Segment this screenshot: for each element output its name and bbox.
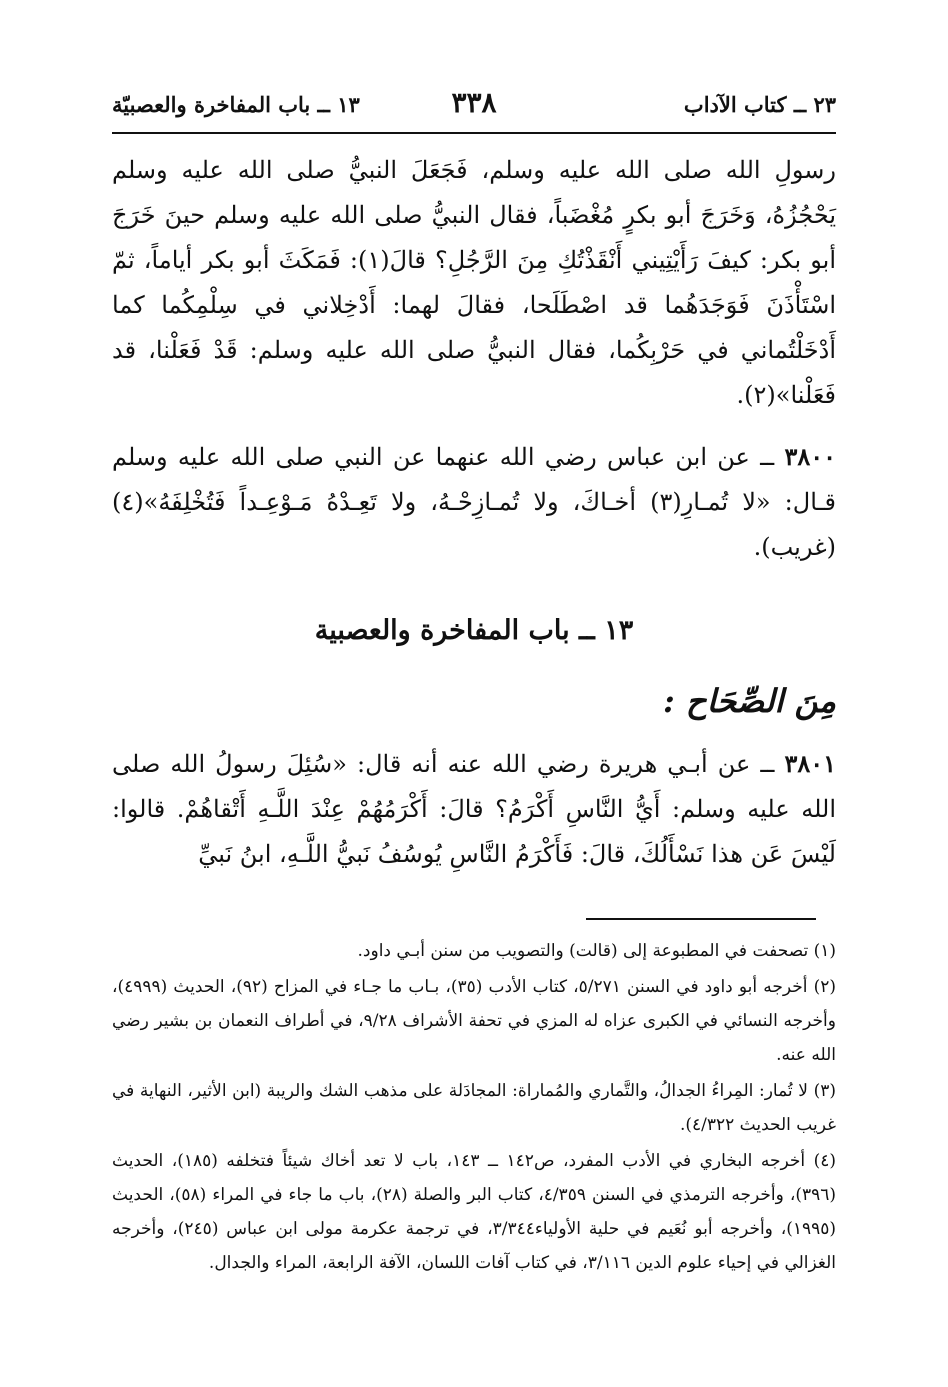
hadith-text: ــ عن أبـي هريرة رضي الله عنه أنه قال: «سُئِلَ رسولُ الله صلى الله عليه وسلم: أَيُّ النَّاسِ أَكْرَمُ؟ قالَ: أَكْرَمُهُمْ عِنْدَ اللَّـهِ أَتْقاهُمْ. قالوا: لَيْسَ عَن هذا نَسْأَلُكَ، قالَ: فَأَكْرَمُ النَّاسِ يُوسُفُ نَبيُّ اللَّـهِ، ابنُ نَبيِّ xyxy=(112,750,836,868)
section-title: ١٣ ــ باب المفاخرة والعصبية xyxy=(314,615,634,646)
footnote: (٤) أخرجه البخاري في الأدب المفرد، ص١٤٢ ــ ١٤٣، باب لا تعد أخاك شيئاً فتخلفه (١٨٥)، الحديث (٣٩٦)، وأخرجه الترمذي في السنن ٤/٣٥٩، كتاب البر والصلة (٢٨)، باب ما جاء في المراء (٥٨)، الحديث (١٩٩٥)، وأخرجه أبو نُعَيم في حلية الأولياء٣/٣٤٤، في ترجمة عكرمة مولى ابن عباس (٢٤٥)، وأخرجه الغزالي في إحياء علوم الدين ٣/١١٦، في كتاب آفات اللسان، الآفة الرابعة، المراء والجدال. xyxy=(112,1151,837,1273)
hadith-3801 xyxy=(112,741,836,877)
hadith-number: ٣٨٠١ xyxy=(784,749,836,778)
page-body xyxy=(112,148,836,893)
hadith-number: ٣٨٠٠ xyxy=(784,442,836,471)
page-number: ٣٣٨ xyxy=(451,86,497,119)
footnote: (٣) لا تُمار: المِراءُ الجدالُ، والتَّماري والمُماراة: المجادَلة على مذهب الشك والريبة (ابن الأثير، النهاية في غريب الحديث ٤/٣٢٢). xyxy=(112,1081,836,1135)
footnotes xyxy=(112,934,836,1282)
header-chapter-title: ١٣ ــ باب المفاخرة والعصبيّة xyxy=(112,92,360,117)
footnote-divider xyxy=(586,918,816,920)
footnote: (١) تصحفت في المطبوعة إلى (قالت) والتصويب من سنن أبـي داود. xyxy=(357,941,836,961)
page-header xyxy=(112,86,836,134)
header-book-title: ٢٣ ــ كتاب الآداب xyxy=(683,92,836,117)
footnote: (٢) أخرجه أبو داود في السنن ٥/٢٧١، كتاب الأدب (٣٥)، بـاب ما جـاء في المزاح (٩٢)، الحديث (٤٩٩٩)، وأخرجه النسائي في الكبرى عزاه له المزي في تحفة الأشراف ٩/٢٨، في أطراف النعمان بن بشير رضي الله عنه. xyxy=(112,977,836,1065)
sub-heading: مِنَ الصِّحَاح : xyxy=(662,682,836,720)
hadith-3800 xyxy=(112,434,836,570)
paragraph-continuation: رسولِ الله صلى الله عليه وسلم، فَجَعَلَ النبيُّ صلى الله عليه وسلم يَحْجُزُهُ، وَخَرَجَ أبو بكرٍ مُغْضَباً، فقال النبيُّ صلى الله عليه وسلم حينَ خَرَجَ أبو بكر: كيفَ رَأَيْتِيني أَنْقَذْتُكِ مِنَ الرَّجُلِ؟ قالَ(١): فَمَكَثَ أبو بكر أياماً، ثمّ اسْتَأْذَنَ فَوَجَدَهُما قد اصْطَلَحا، فقالَ لهما: أَدْخِلاني في سِلْمِكُما كما أَدْخَلْتُماني في حَرْبِكُما، فقال النبيُّ صلى الله عليه وسلم: قَدْ فَعَلْنا، قد فَعَلْنا»(٢). xyxy=(112,156,837,409)
hadith-text: ــ عن ابن عباس رضي الله عنهما عن النبي صلى الله عليه وسلم قـال: «لا تُمـارِ(٣) أخـاكَ، ولا تُمـازِحْـهُ، ولا تَعِـدْهُ مَـوْعِـداً فَتُخْلِفَهُ»(٤) (غريب). xyxy=(112,443,837,561)
